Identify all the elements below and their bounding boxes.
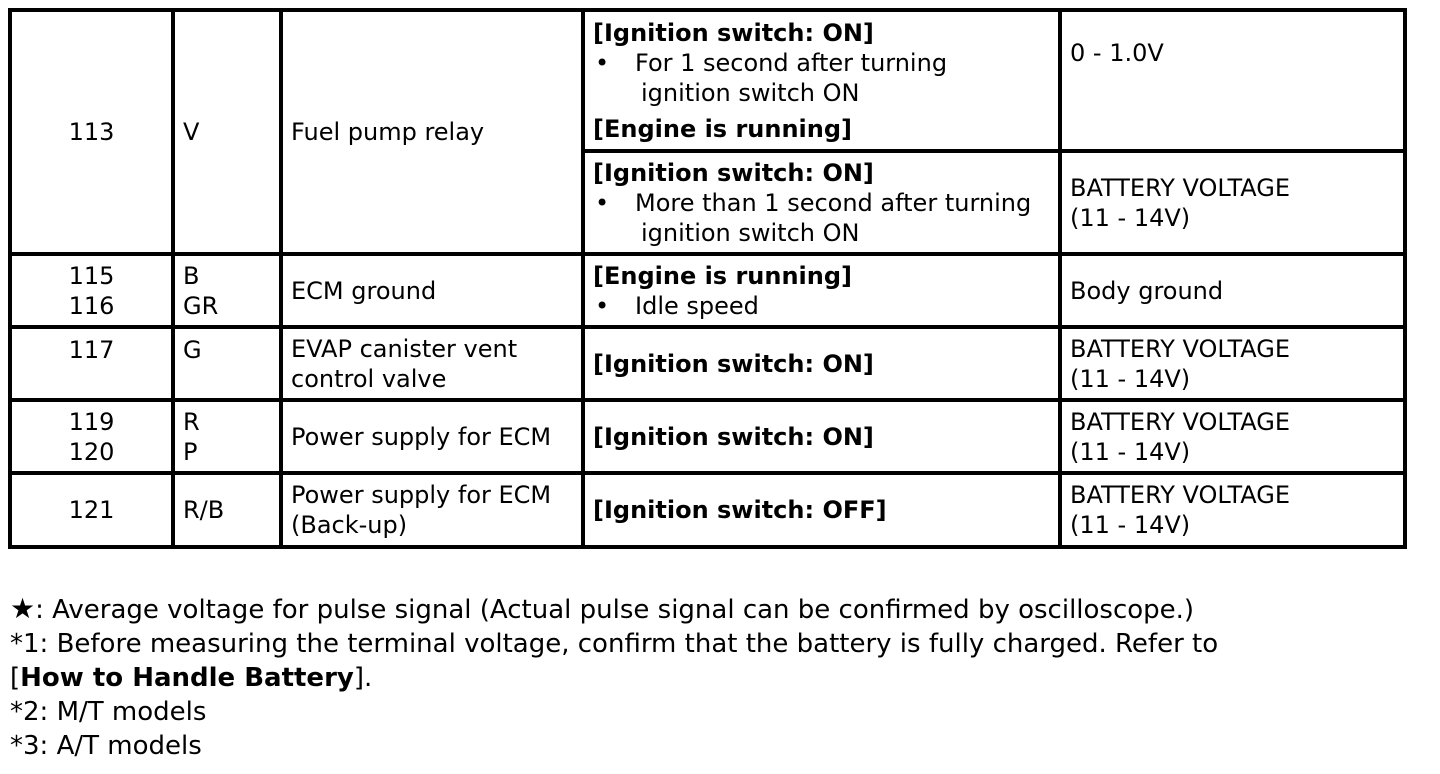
data-value: (11 - 14V) [1070, 203, 1191, 232]
footnote-1: *1: Before measuring the terminal voltage, confirm that the battery is fully charged. Refer to [10, 629, 1219, 659]
data-value: (11 - 14V) [1070, 364, 1191, 393]
terminal-number-cell [10, 400, 173, 473]
item-cell [281, 473, 583, 547]
terminal-number: 115 [68, 261, 115, 290]
bullet-text: For 1 second after turning [635, 48, 948, 77]
condition-cell [583, 151, 1060, 254]
wire-color: R/B [183, 496, 225, 524]
data-value: 0 - 1.0V [1070, 39, 1164, 67]
item-cell [281, 10, 583, 254]
item-cell [281, 327, 583, 400]
condition-bullet [593, 188, 1050, 248]
wire-color-cell [173, 473, 281, 547]
how-to-handle-battery-link[interactable]: How to Handle Battery [20, 663, 354, 693]
condition-heading: [Ignition switch: ON] [593, 349, 874, 378]
condition-heading: [Engine is running] [593, 261, 852, 290]
condition-heading: [Engine is running] [593, 114, 852, 143]
condition-cell [583, 10, 1060, 151]
data-value: BATTERY VOLTAGE [1070, 481, 1291, 509]
data-cell [1060, 400, 1405, 473]
condition-heading: [Ignition switch: ON] [593, 422, 874, 451]
terminal-voltage-table [8, 8, 1407, 549]
item-cell [281, 400, 583, 473]
condition-cell [583, 400, 1060, 473]
data-cell [1060, 10, 1405, 151]
wire-color-cell [173, 327, 281, 400]
data-value: (11 - 14V) [1070, 437, 1191, 466]
wire-color: P [183, 437, 198, 466]
wire-color: B [183, 261, 200, 290]
bullet-text: More than 1 second after turning [635, 188, 1032, 217]
bullet-glyph: • [595, 291, 610, 320]
wire-color: R [183, 407, 200, 436]
bullet-text: ignition switch ON [641, 78, 860, 107]
footnote-3: *3: A/T models [10, 731, 202, 761]
footnote-2: *2: M/T models [10, 697, 207, 727]
condition-heading: [Ignition switch: ON] [593, 18, 874, 47]
condition-heading: [Ignition switch: ON] [593, 158, 874, 187]
terminal-number: 121 [68, 496, 115, 524]
bullet-glyph: • [595, 48, 610, 77]
bullet-text: Idle speed [635, 291, 759, 320]
condition-cell [583, 473, 1060, 547]
terminal-number: 119 [68, 407, 115, 436]
terminal-number: 120 [68, 437, 115, 466]
item-text: ECM ground [291, 276, 437, 305]
item-text: control valve [291, 364, 447, 393]
wire-color-cell [173, 10, 281, 254]
terminal-number-cell [10, 254, 173, 327]
data-cell [1060, 473, 1405, 547]
condition-cell [583, 254, 1060, 327]
data-value: (11 - 14V) [1070, 511, 1191, 539]
terminal-number: 117 [68, 336, 115, 364]
wire-color-cell [173, 254, 281, 327]
wire-color-cell [173, 400, 281, 473]
item-cell [281, 254, 583, 327]
item-text: (Back-up) [291, 511, 408, 539]
condition-cell [583, 327, 1060, 400]
item-text: Power supply for ECM [291, 481, 552, 509]
item-text: Power supply for ECM [291, 422, 552, 451]
data-cell [1060, 327, 1405, 400]
table-row [10, 473, 1405, 547]
item-text: Fuel pump relay [291, 118, 485, 146]
table-row [10, 400, 1405, 473]
terminal-number-cell [10, 473, 173, 547]
wire-color: GR [183, 291, 219, 320]
data-value: BATTERY VOLTAGE [1070, 407, 1291, 436]
footnote-1-reference: [How to Handle Battery]. [10, 663, 373, 693]
terminal-number: 116 [68, 291, 115, 320]
terminal-number-cell [10, 10, 173, 254]
footnotes [10, 592, 1430, 763]
data-value: Body ground [1070, 276, 1224, 305]
table-row [10, 10, 1405, 151]
terminal-number-cell [10, 327, 173, 400]
wire-color: G [183, 336, 202, 364]
condition-bullet [593, 48, 1050, 108]
table-row [10, 327, 1405, 400]
footnote-star-text: : Average voltage for pulse signal (Actual pulse signal can be confirmed by oscilloscope.) [35, 595, 1195, 625]
star-icon: ★ [10, 592, 36, 625]
terminal-number: 113 [68, 118, 115, 146]
wire-color: V [183, 118, 200, 146]
item-text: EVAP canister vent [291, 334, 518, 363]
data-value: BATTERY VOLTAGE [1070, 173, 1291, 202]
table-row [10, 254, 1405, 327]
bullet-glyph: • [595, 188, 610, 217]
condition-bullet [593, 291, 1050, 321]
footnote-star [10, 592, 1430, 627]
data-cell [1060, 151, 1405, 254]
condition-heading: [Ignition switch: OFF] [593, 496, 887, 524]
data-cell [1060, 254, 1405, 327]
bullet-text: ignition switch ON [641, 218, 860, 247]
data-value: BATTERY VOLTAGE [1070, 334, 1291, 363]
